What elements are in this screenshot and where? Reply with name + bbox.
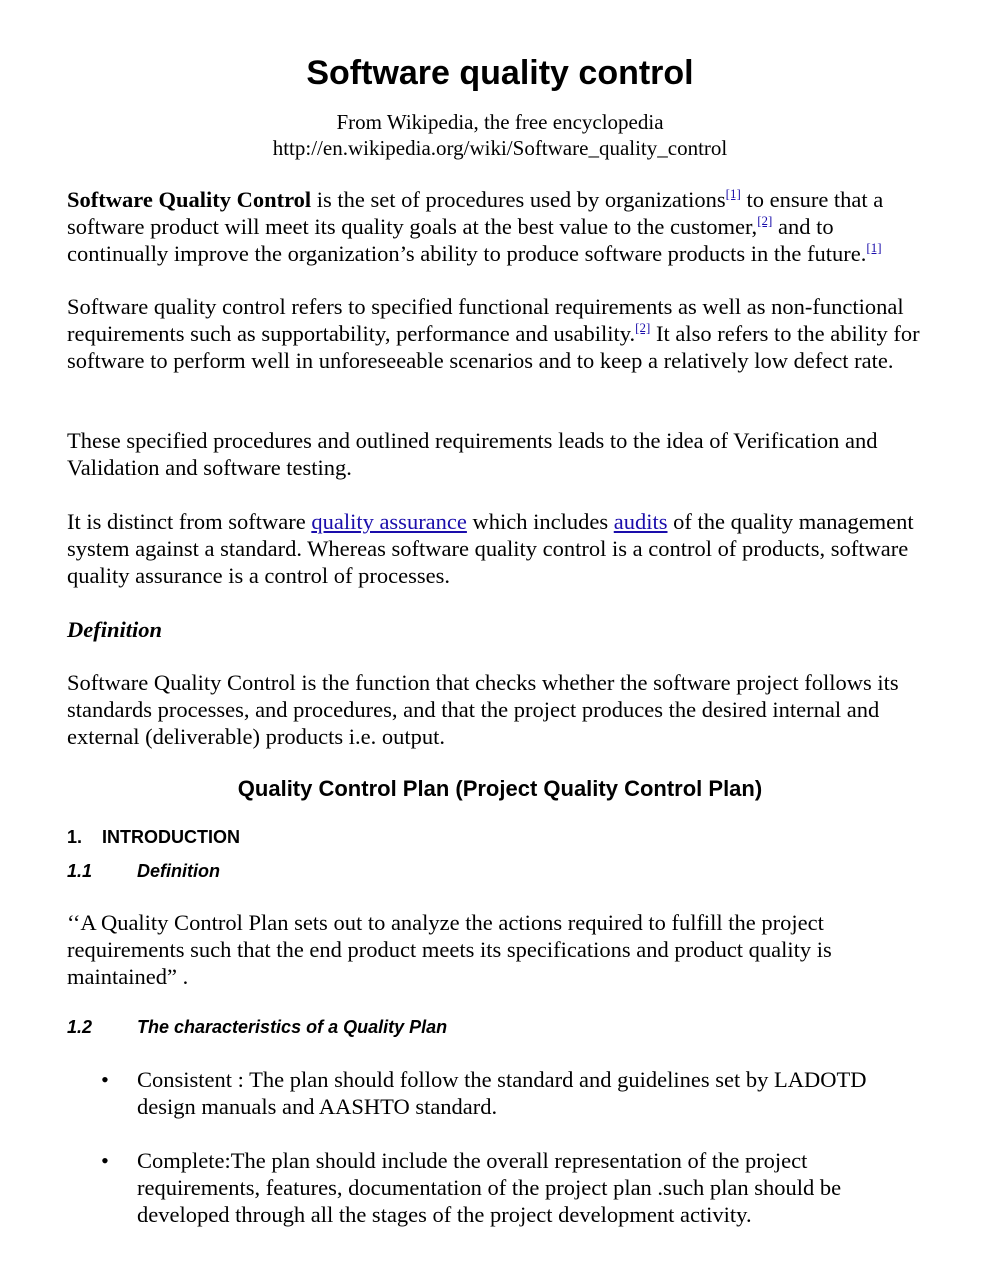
definition-paragraph: Software Quality Control is the function that checks whether the software project follows its standards processes, and procedures, and that the project produces the desired internal and external (deliverable) products i.e. output. (67, 670, 899, 749)
citation-link-1[interactable]: [1] (725, 186, 741, 201)
requirements-paragraph (67, 293, 933, 374)
source-attribution: From Wikipedia, the free encyclopedia (336, 110, 664, 134)
plan-heading: Quality Control Plan (Project Quality Control Plan) (237, 776, 763, 801)
subsection-definition-heading (67, 860, 220, 882)
citation-link-2[interactable]: [2] (757, 213, 773, 228)
list-item-text: Complete:The plan should include the overall representation of the project requirements, features, documentation of the project plan .such plan should be developed through all the stages of the project development activity. (137, 1148, 842, 1227)
intro-bold-term: Software Quality Control (67, 187, 312, 212)
para4-text-c: of the quality management system against a standard. Whereas software quality control is a control of products, software quality assurance is a control of processes. (67, 509, 914, 588)
para2-text-a: Software quality control refers to specified functional requirements as well as non-functional requirements such as supportability, performance and usability. (67, 294, 904, 346)
para4-text-b: which includes (466, 509, 614, 534)
subsection-number: 1.2 (67, 1017, 93, 1037)
subsection-title: Definition (137, 861, 220, 881)
bullet-marker: • (101, 1148, 109, 1173)
procedures-paragraph: These specified procedures and outlined requirements leads to the idea of Verification and Validation and software testing. (67, 428, 878, 480)
citation-link-3[interactable]: [1] (866, 240, 882, 255)
intro-paragraph (67, 186, 933, 267)
quote-paragraph: ‘‘A Quality Control Plan sets out to analyze the actions required to fulfill the project requirements such that the end product meets its specifications and product quality is maintained” . (67, 910, 832, 989)
list-item-text: Consistent : The plan should follow the standard and guidelines set by LADOTD design manuals and AASHTO standard. (137, 1067, 867, 1119)
intro-text-b: to ensure that a software product will meet its quality goals at the best value to the customer, (67, 187, 884, 239)
source-url: http://en.wikipedia.org/wiki/Software_quality_control (272, 136, 728, 160)
page-title: Software quality control (306, 54, 694, 92)
citation-link-4[interactable]: [2] (635, 320, 651, 335)
section-title: INTRODUCTION (102, 827, 240, 847)
subsection-characteristics-heading (67, 1016, 447, 1038)
list-item (67, 1066, 933, 1120)
para4-text-a: It is distinct from software (67, 509, 312, 534)
para2-text-b: It also refers to the ability for software to perform well in unforeseeable scenarios and to keep a relatively low defect rate. (67, 321, 920, 373)
bullet-marker: • (101, 1067, 109, 1092)
quality-assurance-link[interactable]: quality assurance (311, 509, 467, 534)
section-introduction-heading (67, 826, 240, 848)
intro-text-a: is the set of procedures used by organizations (311, 187, 726, 212)
definition-heading: Definition (67, 617, 163, 642)
intro-text-c: and to continually improve the organization’s ability to produce software products in the future. (67, 214, 867, 266)
subsection-title: The characteristics of a Quality Plan (137, 1017, 448, 1037)
distinction-paragraph (67, 508, 933, 589)
section-number: 1. (67, 827, 83, 847)
subsection-number: 1.1 (67, 861, 93, 881)
list-item (67, 1147, 933, 1228)
audits-link[interactable]: audits (613, 509, 668, 534)
